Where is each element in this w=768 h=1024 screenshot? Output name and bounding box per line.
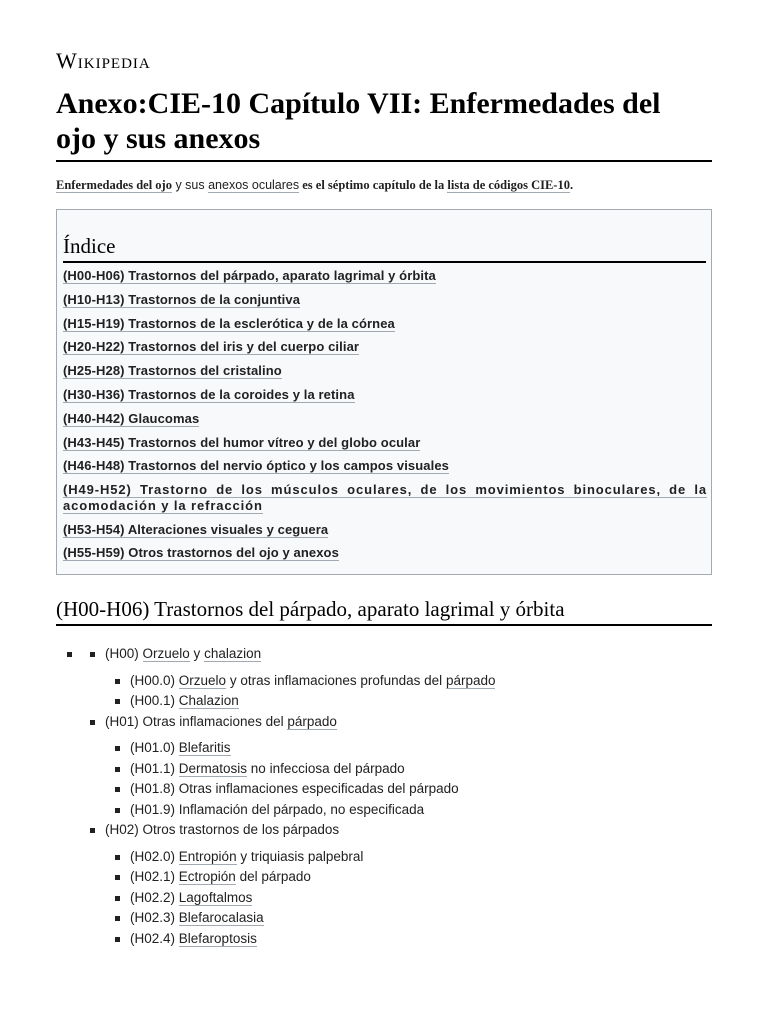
- link-dermatosis[interactable]: Dermatosis: [178, 760, 248, 776]
- toc-title: Índice: [63, 232, 706, 263]
- link-entropion[interactable]: Entropión: [178, 848, 237, 864]
- toc-item-label[interactable]: (H40-H42) Glaucomas: [63, 410, 200, 426]
- toc-item[interactable]: [63, 482, 707, 514]
- toc-item-label[interactable]: (H00-H06) Trastornos del párpado, aparato lagrimal y órbita: [63, 268, 436, 283]
- page-title-line-1: Anexo:CIE-10 Capítulo VII: Enfermedades del: [56, 87, 661, 120]
- toc-item[interactable]: [63, 387, 707, 403]
- item-text: del párpado: [235, 869, 311, 884]
- link-lagoftalmos[interactable]: Lagoftalmos: [178, 889, 253, 905]
- toc-list: [63, 268, 707, 569]
- item-text: Inflamación del párpado, no especificada: [178, 801, 425, 817]
- bullet-icon: [115, 896, 120, 901]
- toc-item-label[interactable]: (H10-H13) Trastornos de la conjuntiva: [63, 291, 301, 307]
- bullet-icon: [90, 720, 95, 725]
- toc-item-label[interactable]: (H43-H45) Trastornos del humor vítreo y del globo ocular: [63, 434, 421, 450]
- code-label: (H00.0): [130, 672, 179, 688]
- item-text: y otras inflamaciones profundas del: [226, 672, 446, 688]
- list-item-h02-0: [56, 846, 712, 867]
- list-item-h00-0: [56, 670, 712, 691]
- link-orzuelo[interactable]: Orzuelo: [142, 646, 190, 661]
- list-item-h02-4: [56, 928, 712, 949]
- toc-item-label[interactable]: (H55-H59) Otros trastornos del ojo y anexos: [63, 545, 339, 561]
- toc-item[interactable]: [63, 458, 707, 474]
- toc-item-label[interactable]: (H25-H28) Trastornos del cristalino: [63, 363, 282, 379]
- page-title-line-2: ojo y sus anexos: [56, 122, 261, 155]
- intro-text-3: .: [569, 178, 574, 192]
- code-label: (H01): [105, 713, 143, 729]
- list-item-h00-1: [56, 690, 712, 711]
- link-chalazion[interactable]: chalazion: [204, 646, 262, 661]
- toc-item[interactable]: [63, 411, 707, 427]
- item-text: no infecciosa del párpado: [247, 760, 405, 776]
- bullet-icon: [115, 746, 120, 751]
- list-item-h02-1: [56, 866, 712, 887]
- link-blefaroptosis[interactable]: Blefaroptosis: [178, 930, 257, 946]
- link-enfermedades-del-ojo[interactable]: Enfermedades del ojo: [56, 178, 172, 192]
- toc-item-label[interactable]: (H15-H19) Trastornos de la esclerótica y de la córnea: [63, 315, 395, 331]
- link-anexos-oculares[interactable]: anexos oculares: [208, 178, 300, 192]
- toc-item-label[interactable]: (H53-H54) Alteraciones visuales y ceguera: [63, 521, 329, 537]
- bullet-icon: [115, 699, 120, 704]
- toc-item-label[interactable]: (H49-H52) Trastorno de los músculos oculares, de los movimientos binoculares, de la acomodación y la refracción: [63, 482, 707, 514]
- toc-item[interactable]: [63, 363, 707, 379]
- code-label: (H00): [105, 646, 143, 661]
- toc-item[interactable]: [63, 435, 707, 451]
- bullet-icon: [90, 828, 95, 833]
- page-title: [56, 86, 712, 162]
- toc-item-label[interactable]: (H46-H48) Trastornos del nervio óptico y los campos visuales: [63, 458, 450, 474]
- list-item-h01-0: [56, 737, 712, 758]
- intro-text-1: y sus: [171, 178, 209, 192]
- link-chalazion[interactable]: Chalazion: [178, 693, 239, 708]
- item-text: y: [189, 646, 205, 661]
- item-text: Otras inflamaciones especificadas del párpado: [178, 781, 459, 796]
- link-parpado[interactable]: párpado: [287, 713, 337, 729]
- intro-paragraph: [56, 175, 712, 195]
- code-label: (H02.1): [130, 869, 179, 884]
- toc-item[interactable]: [63, 292, 707, 308]
- link-blefaritis[interactable]: Blefaritis: [178, 740, 231, 755]
- bullet-icon: [115, 875, 120, 880]
- code-label: (H02.4): [130, 930, 179, 946]
- item-text: Otras inflamaciones del: [142, 713, 288, 729]
- code-label: (H02): [105, 822, 143, 837]
- code-label: (H02.2): [130, 889, 179, 905]
- toc-item[interactable]: [63, 522, 707, 538]
- toc-item-label[interactable]: (H30-H36) Trastornos de la coroides y la retina: [63, 386, 355, 402]
- toc-item[interactable]: [63, 545, 707, 561]
- list-item-h01: [56, 711, 712, 732]
- bullet-icon: [115, 787, 120, 792]
- toc-item[interactable]: [63, 268, 707, 284]
- bullet-icon: [90, 652, 95, 657]
- list-item-h01-8: [56, 778, 712, 799]
- wikipedia-wordmark[interactable]: Wikipedia: [56, 48, 151, 73]
- list-item-h02-3: [56, 907, 712, 928]
- code-label: (H02.0): [130, 848, 179, 864]
- code-label: (H01.8): [130, 781, 179, 796]
- list-item-h00: [56, 643, 712, 664]
- item-text: Otros trastornos de los párpados: [142, 822, 340, 837]
- list-item-h01-1: [56, 758, 712, 779]
- list-item-h02: [56, 819, 712, 840]
- list-item-h01-9: [56, 799, 712, 820]
- code-list: [56, 643, 712, 948]
- list-item-h02-2: [56, 887, 712, 908]
- bullet-icon: [115, 767, 120, 772]
- code-label: (H01.9): [130, 801, 179, 817]
- intro-text-2: es el séptimo capítulo de la: [299, 178, 448, 192]
- code-label: (H00.1): [130, 693, 179, 708]
- bullet-icon: [115, 808, 120, 813]
- link-lista-codigos-cie10[interactable]: lista de códigos CIE-10: [447, 178, 570, 192]
- section-heading-h00-h06: (H00-H06) Trastornos del párpado, aparato lagrimal y órbita: [56, 595, 712, 626]
- bullet-icon: [115, 679, 120, 684]
- bullet-icon: [115, 916, 120, 921]
- code-label: (H01.0): [130, 740, 179, 755]
- toc-item-label[interactable]: (H20-H22) Trastornos del iris y del cuerpo ciliar: [63, 339, 360, 355]
- bullet-icon: [115, 937, 120, 942]
- link-orzuelo[interactable]: Orzuelo: [178, 672, 227, 688]
- item-text: y triquiasis palpebral: [236, 848, 364, 864]
- link-blefarocalasia[interactable]: Blefarocalasia: [178, 910, 264, 925]
- outer-bullet-icon: [67, 652, 72, 657]
- toc-item[interactable]: [63, 316, 707, 332]
- bullet-icon: [115, 855, 120, 860]
- link-parpado[interactable]: párpado: [445, 672, 496, 688]
- code-label: (H01.1): [130, 760, 179, 776]
- table-of-contents: [56, 209, 712, 575]
- code-label: (H02.3): [130, 910, 179, 925]
- link-ectropion[interactable]: Ectropión: [178, 869, 236, 884]
- toc-item[interactable]: [63, 339, 707, 355]
